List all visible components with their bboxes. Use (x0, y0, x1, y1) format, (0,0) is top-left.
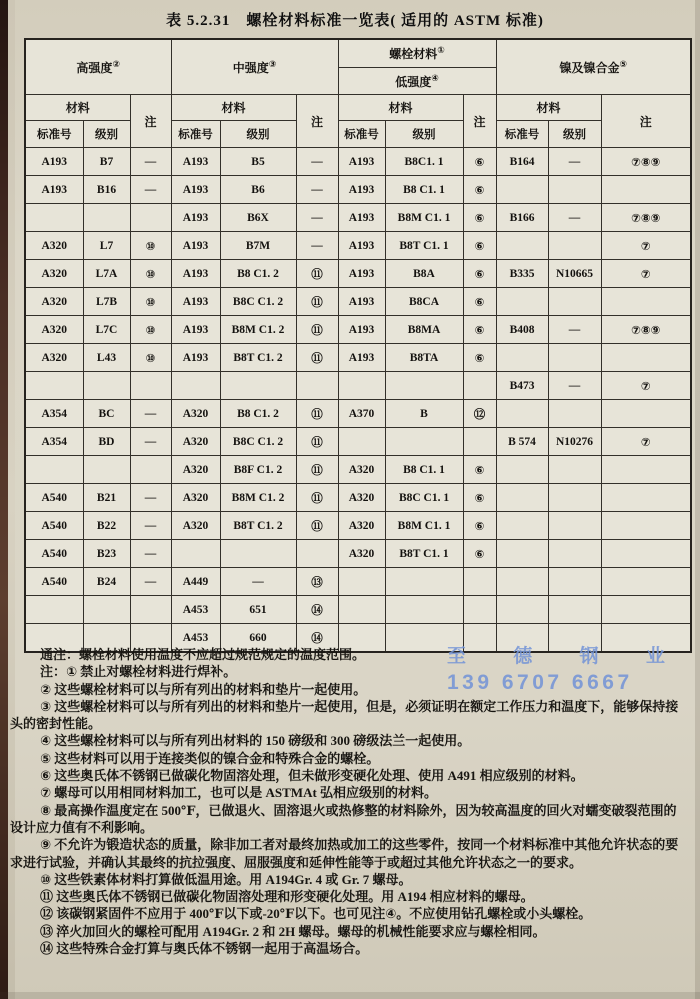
table-cell (171, 540, 220, 568)
table-cell: B8 C1. 1 (385, 176, 463, 204)
book-spine-edge (0, 0, 8, 999)
note-item: 注：① 禁止对螺栓材料进行焊补。 (40, 664, 237, 680)
table-cell: — (130, 176, 171, 204)
table-cell (548, 540, 601, 568)
table-cell: L43 (83, 344, 130, 372)
page-bottom-edge (0, 992, 700, 999)
table-cell (25, 596, 83, 624)
table-cell: BD (83, 428, 130, 456)
table-cell: — (548, 148, 601, 176)
table-cell: BC (83, 400, 130, 428)
subheader-material: 材料 (338, 95, 463, 121)
table-cell: B (385, 400, 463, 428)
subheader-note: 注 (130, 95, 171, 148)
table-cell (496, 176, 548, 204)
table-cell (496, 512, 548, 540)
col-group-bolt-material: 螺栓材料① (338, 39, 496, 68)
table-title: 表 5.2.31 螺栓材料标准一览表( 适用的 ASTM 标准) (166, 13, 544, 29)
table-cell: B7 (83, 148, 130, 176)
table-cell: ⑩ (130, 232, 171, 260)
table-cell: A193 (338, 176, 385, 204)
table-cell: A320 (171, 512, 220, 540)
table-cell: — (220, 568, 296, 596)
table-cell (130, 372, 171, 400)
table-cell: ⑪ (296, 288, 338, 316)
footnote-ref: ③ (268, 58, 277, 69)
footnote-ref: ① (437, 45, 445, 55)
table-cell: — (130, 484, 171, 512)
bolt-material-standards-table (24, 38, 692, 653)
table-row (25, 344, 691, 372)
table-cell: A193 (171, 288, 220, 316)
table-cell: B8TA (385, 344, 463, 372)
table-cell: ⑥ (463, 176, 496, 204)
table-cell (220, 372, 296, 400)
table-cell: — (296, 176, 338, 204)
table-cell: ⑩ (130, 288, 171, 316)
table-row (25, 148, 691, 176)
table-cell: B23 (83, 540, 130, 568)
subheader-grade: 级别 (548, 121, 601, 148)
table-cell (548, 176, 601, 204)
table-cell: A193 (338, 204, 385, 232)
table-cell: A320 (171, 400, 220, 428)
table-cell: B8C1. 1 (385, 148, 463, 176)
table-cell: ⑦ (601, 372, 691, 400)
table-cell: 660 (220, 624, 296, 653)
table-cell: — (548, 316, 601, 344)
table-cell: ⑥ (463, 148, 496, 176)
table-cell: L7 (83, 232, 130, 260)
table-cell: — (548, 204, 601, 232)
table-cell: A320 (25, 316, 83, 344)
table-cell (130, 596, 171, 624)
subheader-note: 注 (601, 95, 691, 148)
table-body (25, 148, 691, 653)
note-item: ⑧ 最高操作温度定在 500℉，已做退火、固溶退火或热修整的材料除外，因为较高温度的回火对蠕变破裂范围的设计应力值有不利影响。 (10, 802, 677, 835)
table-row (25, 372, 691, 400)
table-cell: N10665 (548, 260, 601, 288)
table-cell: ⑦ (601, 260, 691, 288)
table-cell: L7A (83, 260, 130, 288)
table-cell: A193 (171, 260, 220, 288)
table-cell: ⑬ (296, 568, 338, 596)
table-row (25, 484, 691, 512)
table-row (25, 288, 691, 316)
table-cell: ⑥ (463, 344, 496, 372)
table-cell (601, 456, 691, 484)
table-cell: A193 (338, 288, 385, 316)
table-cell: A320 (171, 456, 220, 484)
table-cell (601, 484, 691, 512)
table-cell (548, 400, 601, 428)
table-cell: A354 (25, 400, 83, 428)
col-group-medium-strength: 中强度③ (171, 39, 338, 95)
table-cell: A320 (25, 232, 83, 260)
table-cell: A193 (338, 344, 385, 372)
table-cell: ⑥ (463, 512, 496, 540)
table-row (25, 232, 691, 260)
table-cell (338, 568, 385, 596)
subheader-grade: 级别 (220, 121, 296, 148)
table-cell: ⑥ (463, 484, 496, 512)
table-cell: B8 C1. 1 (385, 456, 463, 484)
table-cell: — (296, 204, 338, 232)
table-cell: A193 (171, 176, 220, 204)
table-cell: A540 (25, 568, 83, 596)
table-cell: A193 (171, 148, 220, 176)
table-cell: A193 (25, 176, 83, 204)
table-cell: A320 (171, 428, 220, 456)
table-cell: ⑩ (130, 260, 171, 288)
table-row (25, 456, 691, 484)
note-item: ⑪ 这些奥氏体不锈钢已做碳化物固溶处理和形变硬化处理。用 A194 相应材料的螺母。 (40, 889, 534, 905)
table-cell: ⑥ (463, 232, 496, 260)
table-cell: A320 (338, 540, 385, 568)
table-cell (25, 372, 83, 400)
table-cell (83, 596, 130, 624)
table-cell (601, 568, 691, 596)
table-cell: B8C C1. 1 (385, 484, 463, 512)
table-cell: B473 (496, 372, 548, 400)
table-cell: A320 (25, 344, 83, 372)
subheader-standard: 标准号 (496, 121, 548, 148)
table-cell: — (130, 428, 171, 456)
table-cell (25, 204, 83, 232)
table-cell (496, 456, 548, 484)
table-cell: ⑥ (463, 456, 496, 484)
subheader-note: 注 (296, 95, 338, 148)
table-cell (385, 428, 463, 456)
note-item: ⑦ 螺母可以用相同材料加工，也可以是 ASTMAt 弘相应级别的材料。 (40, 785, 438, 801)
table-cell: ⑪ (296, 400, 338, 428)
table-cell (496, 540, 548, 568)
table-cell: B8T C1. 2 (220, 512, 296, 540)
table-cell: B8M C1. 1 (385, 512, 463, 540)
col-group-nickel-alloy: 镍及镍合金⑤ (496, 39, 691, 95)
table-cell (463, 372, 496, 400)
table-cell (496, 596, 548, 624)
table-cell: A320 (338, 512, 385, 540)
table-cell: B8MA (385, 316, 463, 344)
table-cell (548, 288, 601, 316)
table-cell: B408 (496, 316, 548, 344)
table-cell: — (296, 148, 338, 176)
subheader-note: 注 (463, 95, 496, 148)
table-cell: A370 (338, 400, 385, 428)
col-group-low-strength: 低强度④ (338, 68, 496, 95)
table-cell: A540 (25, 540, 83, 568)
table-cell (601, 288, 691, 316)
table-cell: 651 (220, 596, 296, 624)
table-cell: B8T C1. 1 (385, 232, 463, 260)
table-row (25, 176, 691, 204)
subheader-standard: 标准号 (171, 121, 220, 148)
table-cell (385, 596, 463, 624)
table-cell: B6 (220, 176, 296, 204)
table-cell: ⑥ (463, 260, 496, 288)
table-cell: A320 (171, 484, 220, 512)
table-row (25, 568, 691, 596)
table-cell: B166 (496, 204, 548, 232)
table-row (25, 596, 691, 624)
table-cell: B21 (83, 484, 130, 512)
table-cell: A453 (171, 624, 220, 653)
table-cell: — (130, 540, 171, 568)
table-row (25, 540, 691, 568)
table-cell (601, 344, 691, 372)
table-cell (496, 400, 548, 428)
table-cell: L7C (83, 316, 130, 344)
table-cell: ⑥ (463, 204, 496, 232)
table-cell: ⑥ (463, 540, 496, 568)
table-cell: A453 (171, 596, 220, 624)
footnote-ref: ② (112, 58, 121, 69)
table-cell: B8 C1. 2 (220, 260, 296, 288)
table-cell: B8M C1. 2 (220, 484, 296, 512)
table-cell: ⑪ (296, 512, 338, 540)
table-cell: B8M C1. 1 (385, 204, 463, 232)
table-cell (548, 568, 601, 596)
table-cell (25, 456, 83, 484)
table-cell (548, 596, 601, 624)
table-cell (496, 484, 548, 512)
table-cell (601, 400, 691, 428)
table-cell: B164 (496, 148, 548, 176)
table-cell: ⑭ (296, 624, 338, 653)
table-cell: B24 (83, 568, 130, 596)
table-cell (496, 568, 548, 596)
table-cell: A193 (171, 316, 220, 344)
table-cell: A320 (25, 260, 83, 288)
table-cell: ⑦⑧⑨ (601, 204, 691, 232)
table-cell (130, 204, 171, 232)
table-cell: ⑫ (463, 400, 496, 428)
table-cell: A193 (25, 148, 83, 176)
table-cell (601, 540, 691, 568)
table-cell: N10276 (548, 428, 601, 456)
table-cell (601, 512, 691, 540)
table-cell: — (130, 512, 171, 540)
subheader-material: 材料 (171, 95, 296, 121)
table-cell (601, 176, 691, 204)
table-row (25, 204, 691, 232)
note-item: ④ 这些螺栓材料可以与所有列出材料的 150 磅级和 300 磅级法兰一起使用。 (40, 733, 471, 749)
table-cell: ⑪ (296, 344, 338, 372)
table-cell (548, 484, 601, 512)
table-cell: ⑦⑧⑨ (601, 316, 691, 344)
table-cell: ⑥ (463, 316, 496, 344)
table-row (25, 512, 691, 540)
note-item: ② 这些螺栓材料可以与所有列出的材料和垫片一起使用。 (40, 681, 367, 697)
table-cell: A193 (338, 316, 385, 344)
table-cell: B 574 (496, 428, 548, 456)
table-cell (338, 372, 385, 400)
table-cell (296, 540, 338, 568)
table-cell: B7M (220, 232, 296, 260)
watermark-company-name: 至 德 钢 业 (447, 646, 686, 667)
footnote-ref: ④ (431, 72, 439, 83)
table-cell: B16 (83, 176, 130, 204)
table-cell: ⑪ (296, 428, 338, 456)
subheader-grade: 级别 (83, 121, 130, 148)
table-cell (496, 288, 548, 316)
note-item: ⑩ 这些铁素体材料打算做低温用途。用 A194Gr. 4 或 Gr. 7 螺母。 (40, 871, 412, 887)
table-cell (171, 372, 220, 400)
table-cell (83, 204, 130, 232)
table-cell: B8F C1. 2 (220, 456, 296, 484)
table-cell (463, 568, 496, 596)
table-cell (496, 232, 548, 260)
subheader-material: 材料 (25, 95, 130, 121)
table-cell: B8M C1. 2 (220, 316, 296, 344)
table-cell: A193 (338, 148, 385, 176)
note-item: ⑨ 不允许为锻造状态的质量，除非加工者对最终加热或加工的这些零件，按同一个材料标准中其他允许状态的要求进行试验，并确认其最终的抗拉强度、屈服强度和延伸性能等于或超过其他允许状态之一的要求。 (10, 837, 679, 870)
table-cell: B8CA (385, 288, 463, 316)
table-cell: ⑥ (463, 288, 496, 316)
table-cell (548, 456, 601, 484)
table-cell (83, 456, 130, 484)
note-item: ③ 这些螺栓材料可以与所有列出的材料和垫片一起使用，但是，必须证明在额定工作压力和温度下，能够保持接头的密封性能。 (10, 698, 679, 732)
table-cell (548, 344, 601, 372)
table-cell: B8C C1. 2 (220, 288, 296, 316)
table-cell (548, 512, 601, 540)
table-cell (83, 372, 130, 400)
table-cell: ⑭ (296, 596, 338, 624)
table-cell: A193 (171, 204, 220, 232)
table-cell: ⑦ (601, 428, 691, 456)
table-cell (338, 596, 385, 624)
table-cell: A193 (338, 232, 385, 260)
table-cell: B8T C1. 2 (220, 344, 296, 372)
subheader-standard: 标准号 (338, 121, 385, 148)
table-row (25, 316, 691, 344)
table-cell: B6X (220, 204, 296, 232)
watermark-phone-number: 139 6707 6667 (447, 671, 633, 694)
table-cell: B8 C1. 2 (220, 400, 296, 428)
table-cell (601, 596, 691, 624)
note-item: ⑭ 这些特殊合金打算与奥氏体不锈钢一起用于高温场合。 (40, 941, 369, 957)
table-cell: A193 (338, 260, 385, 288)
table-cell: A354 (25, 428, 83, 456)
footnotes-section (10, 646, 688, 957)
table-cell: — (296, 232, 338, 260)
col-group-high-strength: 高强度② (25, 39, 171, 95)
table-cell (338, 428, 385, 456)
table-cell: — (130, 400, 171, 428)
table-cell: A320 (338, 484, 385, 512)
table-cell (130, 456, 171, 484)
footnote-ref: ⑤ (619, 58, 628, 69)
table-cell: — (130, 148, 171, 176)
table-row (25, 428, 691, 456)
note-item: ⑤ 这些材料可以用于连接类似的镍合金和特殊合金的螺栓。 (40, 750, 380, 766)
table-cell (385, 372, 463, 400)
note-item: ⑫ 该碳钢紧固件不应用于 400℉以下或-20℉以下。也可见注④。不应使用钻孔螺栓或小头螺栓。 (40, 906, 592, 922)
table-cell: ⑩ (130, 316, 171, 344)
subheader-standard: 标准号 (25, 121, 83, 148)
table-cell: B335 (496, 260, 548, 288)
table-cell: ⑪ (296, 316, 338, 344)
table-cell: — (548, 372, 601, 400)
table-cell: ⑦⑧⑨ (601, 148, 691, 176)
table-cell: ⑪ (296, 456, 338, 484)
general-note: 通注：螺栓材料使用温度不应超过规范规定的温度范围。 (40, 647, 366, 662)
table-cell: A540 (25, 512, 83, 540)
table-cell: — (130, 568, 171, 596)
table-cell: A320 (25, 288, 83, 316)
table-cell: A193 (171, 344, 220, 372)
table-cell: A449 (171, 568, 220, 596)
table-cell (385, 568, 463, 596)
note-item: ⑬ 淬火加回火的螺栓可配用 A194Gr. 2 和 2H 螺母。螺母的机械性能要求应与螺栓相同。 (40, 923, 546, 939)
page-right-edge (695, 0, 700, 999)
table-cell: ⑩ (130, 344, 171, 372)
table-cell: B5 (220, 148, 296, 176)
table-cell (463, 428, 496, 456)
table-cell: B8A (385, 260, 463, 288)
table-cell (496, 344, 548, 372)
table-cell: ⑪ (296, 260, 338, 288)
table-cell: L7B (83, 288, 130, 316)
table-cell (548, 232, 601, 260)
table-cell: A540 (25, 484, 83, 512)
table-cell: ⑦ (601, 232, 691, 260)
table-row (25, 260, 691, 288)
subheader-grade: 级别 (385, 121, 463, 148)
table-cell: A320 (338, 456, 385, 484)
table-cell: B8C C1. 2 (220, 428, 296, 456)
subheader-material: 材料 (496, 95, 601, 121)
table-row (25, 400, 691, 428)
table-cell: ⑪ (296, 484, 338, 512)
note-item: ⑥ 这些奥氏体不锈钢已做碳化物固溶处理，但未做形变硬化处理、使用 A491 相应级别的材料。 (40, 768, 584, 784)
table-cell: B22 (83, 512, 130, 540)
table-cell (463, 596, 496, 624)
table-cell (220, 540, 296, 568)
table-cell: A193 (171, 232, 220, 260)
table-cell (296, 372, 338, 400)
table-cell: B8T C1. 1 (385, 540, 463, 568)
